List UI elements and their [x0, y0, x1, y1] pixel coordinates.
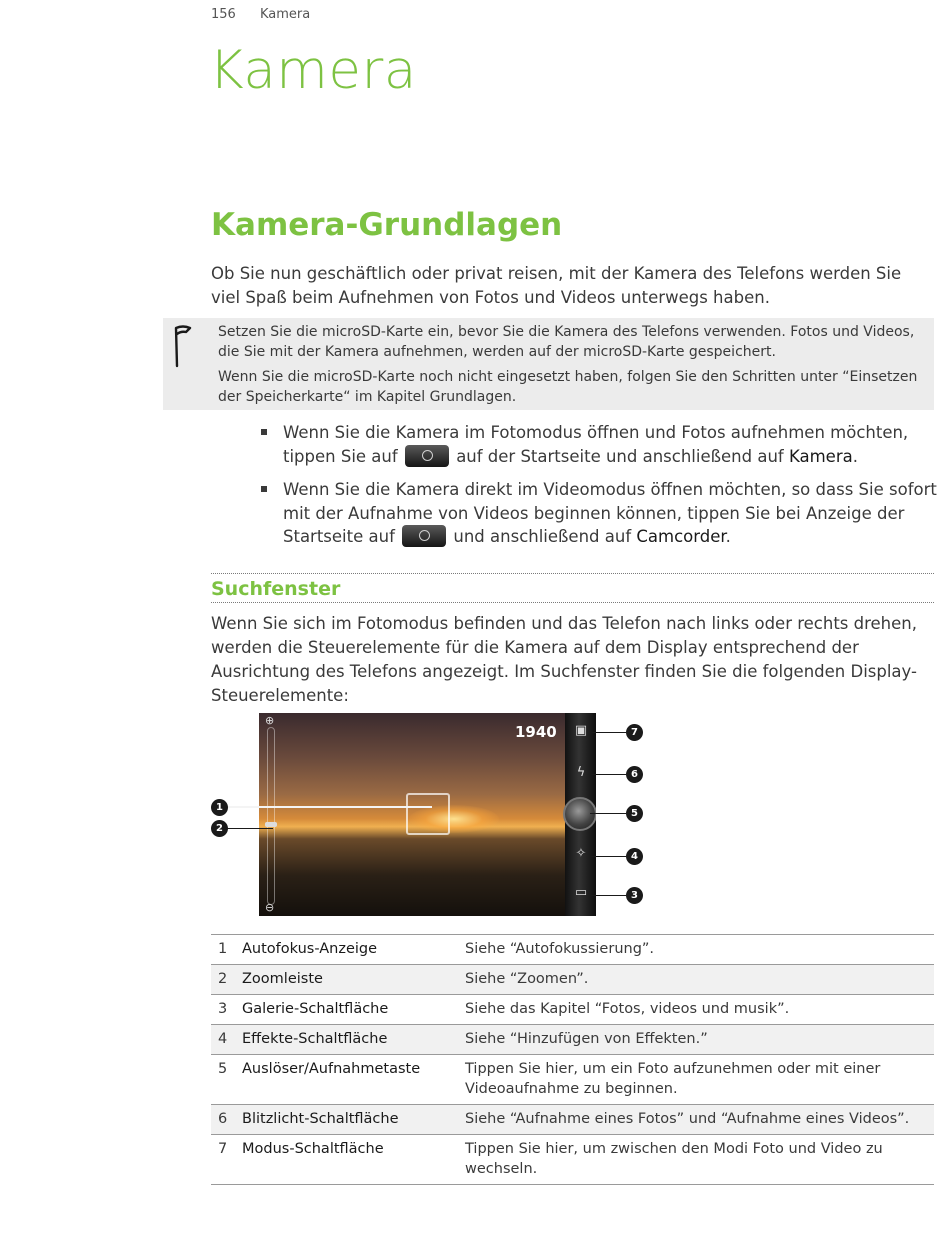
callout-line — [590, 813, 626, 814]
row-description: Tippen Sie hier, um zwischen den Modi Foto und Video zu wechseln. — [465, 1141, 883, 1177]
mode-icon: ▣ — [574, 723, 588, 738]
table-row — [211, 965, 934, 995]
bullet-text: und anschließend auf — [453, 527, 632, 546]
section-title: Kamera-Grundlagen — [211, 207, 563, 243]
row-description: Siehe “Aufnahme eines Fotos” und “Aufnahme eines Videos”. — [465, 1111, 910, 1127]
bullet-text: . — [852, 446, 858, 466]
effects-icon: ✧ — [575, 846, 587, 861]
zoom-handle — [265, 822, 277, 827]
row-description: Siehe “Hinzufügen von Effekten.” — [465, 1031, 708, 1047]
row-number: 7 — [218, 1141, 228, 1157]
row-number: 2 — [218, 971, 228, 987]
row-number: 6 — [218, 1111, 228, 1127]
bullet-text: Wenn Sie die Kamera direkt im Videomodus öffnen möchten, so dass Sie sofort mit der Aufnahme von Videos beginnen können, tippen Sie bei Anzeige der Startseite auf — [283, 480, 937, 546]
callout-line — [590, 774, 626, 775]
callout-6: 6 — [626, 766, 643, 783]
callout-3: 3 — [626, 887, 643, 904]
row-description: Tippen Sie hier, um ein Foto aufzunehmen oder mit einer Videoaufnahme zu beginnen. — [465, 1061, 881, 1097]
bullet-text: Wenn Sie die Kamera im Fotomodus öffnen und Fotos aufnehmen möchten, tippen Sie auf — [283, 423, 909, 466]
callout-line — [590, 856, 626, 857]
row-name: Zoomleiste — [242, 971, 323, 987]
photo-count: 1940 — [515, 723, 557, 741]
divider — [211, 573, 934, 574]
zoom-bar — [267, 727, 275, 905]
callout-1: 1 — [211, 799, 228, 816]
table-row — [211, 1055, 934, 1105]
row-name: Modus-Schaltfläche — [242, 1141, 384, 1157]
page-number: 156 — [211, 7, 236, 22]
controls-table — [211, 934, 934, 1185]
row-name: Galerie-Schaltfläche — [242, 1001, 389, 1017]
intro-paragraph: Ob Sie nun geschäftlich oder privat reisen, mit der Kamera des Telefons werden Sie viel Spaß beim Aufnehmen von Fotos und Videos unterwegs haben. — [211, 264, 902, 307]
note-paragraph: Setzen Sie die microSD-Karte ein, bevor Sie die Kamera des Telefons verwenden. Fotos und Videos, die Sie mit der Kamera aufnehmen, werden auf der microSD-Karte gespeichert. — [218, 324, 915, 360]
row-number: 4 — [218, 1031, 228, 1047]
note-text — [218, 322, 928, 407]
row-name: Effekte-Schaltfläche — [242, 1031, 388, 1047]
camera-app-icon — [402, 525, 446, 547]
row-number: 1 — [218, 941, 228, 957]
shutter-button — [563, 797, 596, 831]
menu-item-camcorder: Camcorder — [636, 527, 726, 546]
bullet-icon — [261, 486, 267, 492]
callout-line — [590, 895, 626, 896]
table-row — [211, 1105, 934, 1135]
zoom-in-icon: ⊕ — [265, 714, 275, 727]
row-number: 5 — [218, 1061, 228, 1077]
list-item — [258, 421, 938, 468]
callout-4: 4 — [626, 848, 643, 865]
callout-5: 5 — [626, 805, 643, 822]
callout-2: 2 — [211, 820, 228, 837]
bullet-text: . — [725, 527, 731, 546]
zoom-out-icon: ⊖ — [265, 901, 275, 914]
table-row — [211, 1025, 934, 1055]
running-chapter: Kamera — [259, 7, 311, 22]
running-header — [211, 7, 310, 22]
autofocus-frame — [406, 793, 450, 835]
table-row — [211, 995, 934, 1025]
row-description: Siehe “Zoomen”. — [465, 971, 589, 987]
chapter-title: Kamera — [209, 40, 417, 101]
flag-icon — [171, 322, 193, 368]
row-description: Siehe das Kapitel “Fotos, videos und musik”. — [465, 1001, 790, 1017]
callout-line — [227, 806, 432, 808]
bullet-text: auf der Startseite und anschließend auf — [456, 446, 784, 466]
gallery-icon: ▭ — [574, 885, 588, 900]
row-description: Siehe “Autofokussierung”. — [465, 941, 655, 957]
menu-item-kamera: Kamera — [788, 446, 853, 466]
viewfinder-screenshot — [259, 713, 596, 916]
divider — [211, 602, 934, 603]
table-row — [211, 1135, 934, 1185]
list-item — [258, 478, 938, 549]
flash-icon: ϟ — [576, 765, 586, 780]
subsection-title: Suchfenster — [211, 578, 341, 600]
row-number: 3 — [218, 1001, 228, 1017]
table-row — [211, 935, 934, 965]
callout-7: 7 — [626, 724, 643, 741]
bullet-list — [258, 421, 938, 559]
row-name: Auslöser/Aufnahmetaste — [242, 1061, 421, 1077]
callout-line — [227, 828, 273, 829]
subsection-paragraph: Wenn Sie sich im Fotomodus befinden und das Telefon nach links oder rechts drehen, werden die Steuerelemente für die Kamera auf dem Display entsprechend der Ausrichtung des Telefons angezeigt. Im Suchfenster finden Sie die folgenden Display-Steuerelemente: — [211, 614, 917, 705]
note-paragraph: Wenn Sie die microSD-Karte noch nicht eingesetzt haben, folgen Sie den Schritten unter “Einsetzen der Speicherkarte“ im Kapitel Grundlagen. — [218, 369, 918, 405]
row-name: Blitzlicht-Schaltfläche — [242, 1111, 399, 1127]
row-name: Autofokus-Anzeige — [242, 941, 378, 957]
bullet-icon — [261, 429, 267, 435]
callout-line — [590, 732, 626, 733]
camera-app-icon — [405, 445, 449, 467]
